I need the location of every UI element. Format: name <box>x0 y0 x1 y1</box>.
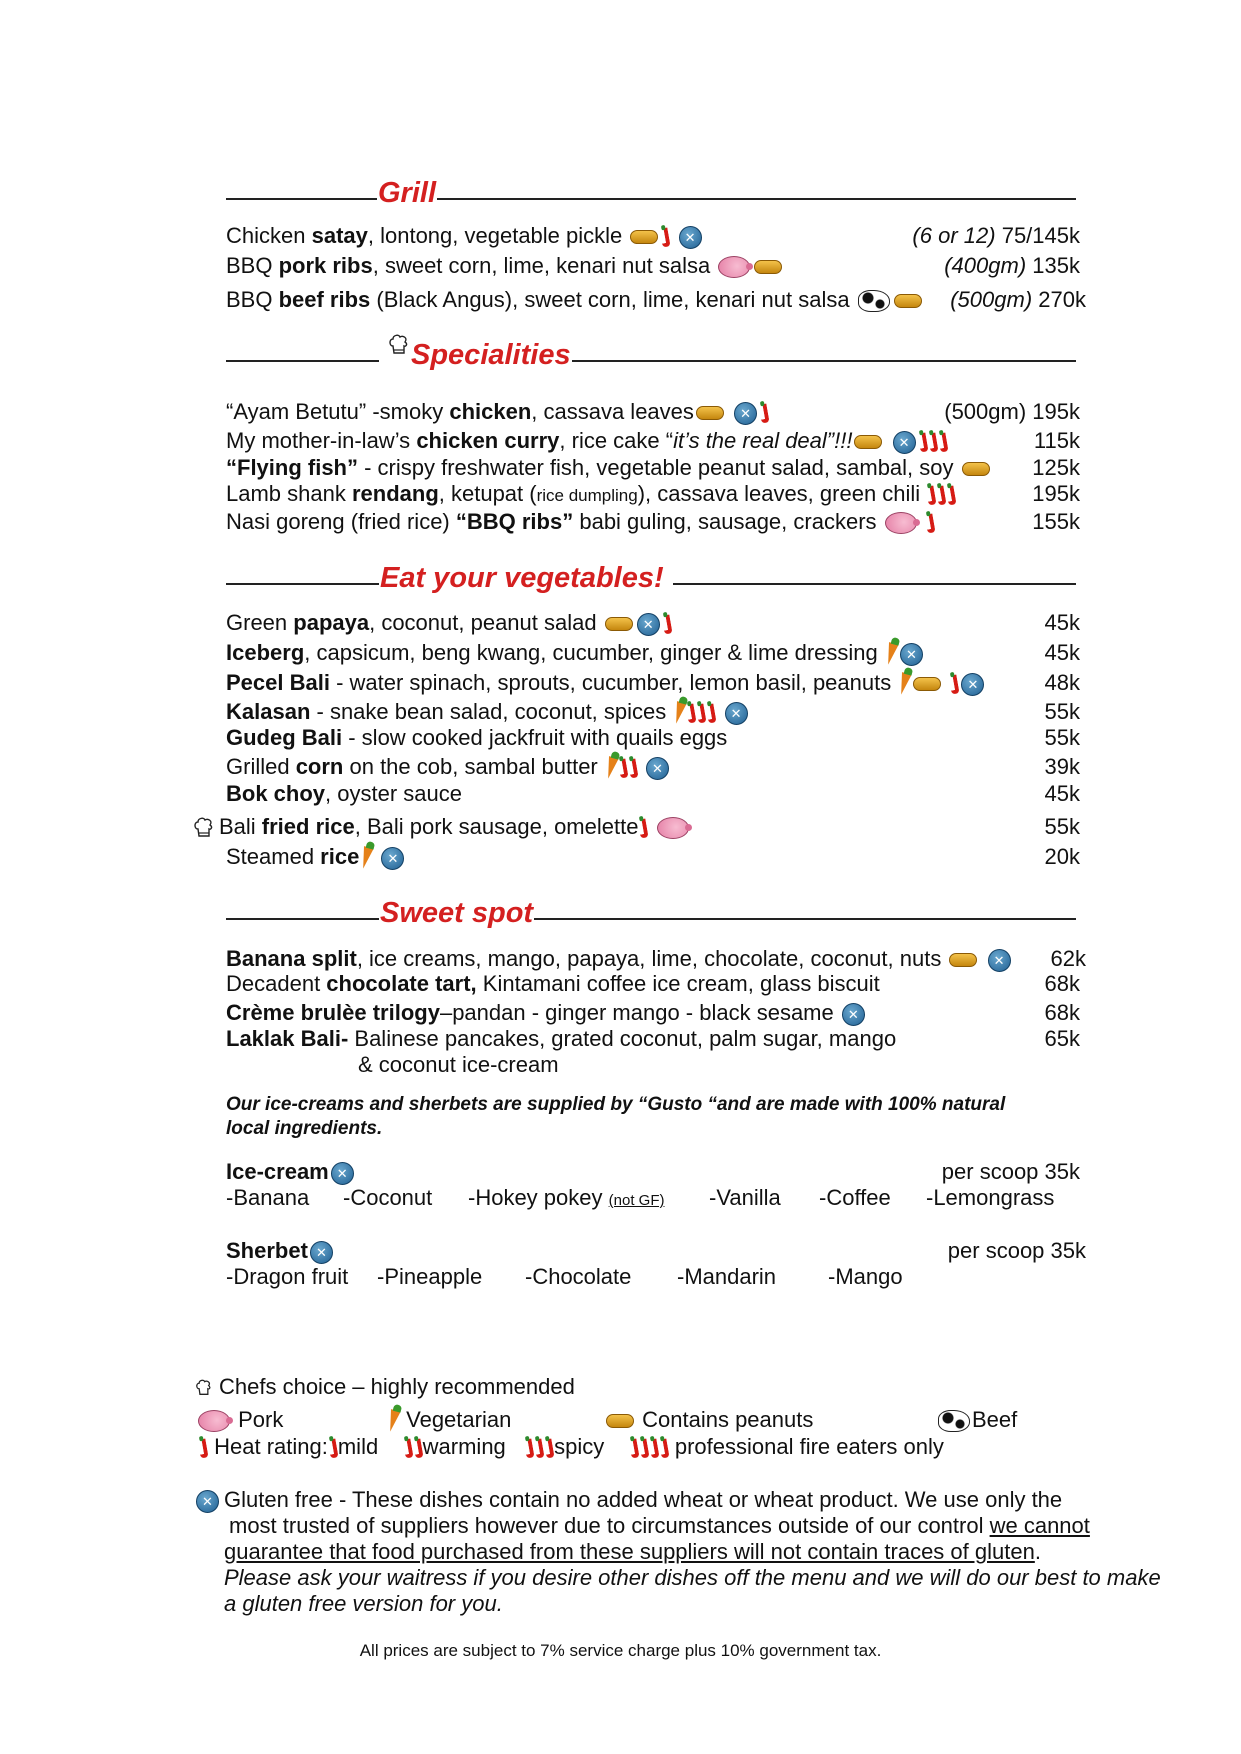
menu-item: Steamed rice ✕ 20k <box>226 844 1080 869</box>
carrot-icon <box>359 846 374 870</box>
chili-icon <box>927 432 938 452</box>
chili-icon <box>638 818 649 838</box>
legend-beef: Beef <box>936 1406 1017 1434</box>
gluten-free-icon: ✕ <box>196 1490 219 1513</box>
gluten-free-icon: ✕ <box>646 757 669 780</box>
chili-icon <box>937 432 948 452</box>
peanut-icon <box>962 462 990 476</box>
cow-icon <box>858 290 890 312</box>
chili-icon <box>402 1438 413 1458</box>
chili-icon <box>412 1438 423 1458</box>
pig-icon <box>718 256 750 278</box>
menu-item-continuation: & coconut ice-cream <box>358 1052 559 1077</box>
pig-icon <box>885 512 917 534</box>
carrot-icon <box>883 642 898 666</box>
menu-item: Gudeg Bali - slow cooked jackfruit with quails eggs 55k <box>226 725 1080 750</box>
menu-item: Decadent chocolate tart, Kintamani coffee ice cream, glass biscuit 68k <box>226 971 1080 996</box>
chili-icon <box>706 703 717 723</box>
carrot-icon <box>385 1409 400 1433</box>
menu-item: Banana split, ice creams, mango, papaya, lime, chocolate, coconut, nuts ✕ 62k <box>226 946 1086 971</box>
sherbet-flavours: -Dragon fruit -Pineapple -Chocolate -Mandarin -Mango <box>226 1264 903 1289</box>
pig-icon <box>657 817 689 839</box>
menu-item: Iceberg, capsicum, beng kwang, cucumber, ginger & lime dressing ✕ 45k <box>226 640 1080 665</box>
chili-icon <box>197 1438 208 1458</box>
chili-icon <box>924 513 935 533</box>
sweet-heading <box>226 888 1076 928</box>
ice-cream-note: Our ice-creams and sherbets are supplied by “Gusto “and are made with 100% natural local ingredients. <box>226 1094 1006 1139</box>
menu-item: Crème brulèe trilogy–pandan - ginger mango - black sesame ✕ 68k <box>226 1000 1080 1025</box>
gluten-free-icon: ✕ <box>679 226 702 249</box>
menu-item: Bali fried rice, Bali pork sausage, omelette 55k <box>194 813 1086 841</box>
peanut-icon <box>696 406 724 420</box>
chili-icon <box>648 1438 659 1458</box>
legend-vegetarian: Vegetarian <box>386 1406 511 1434</box>
chili-icon <box>660 227 671 247</box>
chili-icon <box>661 614 672 634</box>
pig-icon <box>198 1410 230 1432</box>
chili-icon <box>917 432 928 452</box>
chili-icon <box>627 758 638 778</box>
gluten-free-icon: ✕ <box>900 643 923 666</box>
tax-footer: All prices are subject to 7% service charge plus 10% government tax. <box>359 1641 882 1660</box>
chili-icon <box>658 1438 669 1458</box>
chili-icon <box>327 1438 338 1458</box>
chili-icon <box>638 1438 649 1458</box>
gluten-free-note: Gluten free - These dishes contain no added wheat or wheat product. We use only the most trusted of suppliers however due to circumstances outside of our control we cannot guarantee that food purchased from these suppliers will not contain traces of gluten. Please ask your waitress if you desire other dishes off the menu and we will do our best to make a gluten free version for you. <box>224 1487 1161 1616</box>
menu-item: Grilled corn on the cob, sambal butter ✕ 39k <box>226 754 1080 779</box>
menu-item: Nasi goreng (fried rice) “BBQ ribs” babi guling, sausage, crackers 155k <box>226 509 1080 534</box>
chili-icon <box>946 485 957 505</box>
menu-item: “Flying fish” - crispy freshwater fish, vegetable peanut salad, sambal, soy 125k <box>226 455 1080 480</box>
peanut-icon <box>605 617 633 631</box>
gluten-free-icon: ✕ <box>842 1003 865 1026</box>
ice-cream-row: Ice-cream ✕ per scoop 35k <box>226 1159 1080 1184</box>
sherbet-row: Sherbet ✕ per scoop 35k <box>226 1238 1086 1263</box>
peanut-icon <box>894 294 922 308</box>
gluten-free-icon: ✕ <box>893 431 916 454</box>
peanut-icon <box>949 953 977 967</box>
grill-title: Grill <box>378 177 437 209</box>
gluten-free-icon: ✕ <box>734 402 757 425</box>
vegetables-heading <box>226 553 1076 593</box>
gluten-free-icon: ✕ <box>988 949 1011 972</box>
peanut-icon <box>754 260 782 274</box>
legend-peanuts: Contains peanuts <box>604 1406 813 1434</box>
menu-item: Kalasan - snake bean salad, coconut, spices ✕ 55k <box>226 699 1080 724</box>
menu-item: My mother-in-law’s chicken curry, rice cake “it’s the real deal”!!! ✕ 115k <box>226 428 1080 453</box>
gluten-free-icon: ✕ <box>331 1162 354 1185</box>
grill-heading <box>226 168 1076 208</box>
cow-icon <box>938 1410 970 1432</box>
legend-heat-rating: Heat rating: mild warming spicy professional fire eaters only <box>198 1433 944 1461</box>
legend-pork: Pork <box>196 1406 283 1434</box>
carrot-icon <box>897 672 912 696</box>
chili-icon <box>949 674 960 694</box>
peanut-icon <box>606 1414 634 1428</box>
carrot-icon <box>603 756 618 780</box>
menu-item: “Ayam Betutu” -smoky chicken, cassava leaves ✕ (500gm) 195k <box>226 399 1080 424</box>
specialities-title: Specialities <box>411 339 571 371</box>
menu-item: Lamb shank rendang, ketupat (rice dumpling), cassava leaves, green chili 195k <box>226 481 1080 506</box>
gluten-free-icon: ✕ <box>961 673 984 696</box>
chili-icon <box>628 1438 639 1458</box>
ice-cream-flavours: -Banana -Coconut -Hokey pokey (not GF) -Vanilla -Coffee -Lemongrass <box>226 1185 1055 1210</box>
gluten-free-icon: ✕ <box>637 613 660 636</box>
vegetables-title: Eat your vegetables! <box>380 562 664 594</box>
menu-item: Laklak Bali- Balinese pancakes, grated coconut, palm sugar, mango 65k <box>226 1026 1080 1051</box>
gluten-free-icon: ✕ <box>381 847 404 870</box>
sweet-title: Sweet spot <box>380 897 534 929</box>
gluten-free-icon: ✕ <box>725 702 748 725</box>
chef-hat-icon <box>196 1379 211 1397</box>
chili-icon <box>758 403 769 423</box>
menu-item: Bok choy, oyster sauce 45k <box>226 781 1080 806</box>
menu-item: BBQ pork ribs, sweet corn, lime, kenari nut salsa (400gm) 135k <box>226 253 1080 278</box>
peanut-icon <box>913 677 941 691</box>
gluten-free-icon: ✕ <box>310 1241 333 1264</box>
peanut-icon <box>630 230 658 244</box>
legend-chefs-choice: Chefs choice – highly recommended <box>196 1373 575 1401</box>
menu-item: Green papaya, coconut, peanut salad ✕ 45k <box>226 610 1080 635</box>
menu-item: BBQ beef ribs (Black Angus), sweet corn, lime, kenari nut salsa (500gm) 270k <box>226 287 1086 312</box>
menu-item: Pecel Bali - water spinach, sprouts, cucumber, lemon basil, peanuts ✕ 48k <box>226 670 1080 695</box>
specialities-heading <box>226 330 1076 370</box>
chef-hat-icon <box>389 334 408 356</box>
chef-hat-icon <box>194 817 213 839</box>
peanut-icon <box>854 435 882 449</box>
menu-item: Chicken satay, lontong, vegetable pickle ✕ (6 or 12) 75/145k <box>226 223 1080 248</box>
